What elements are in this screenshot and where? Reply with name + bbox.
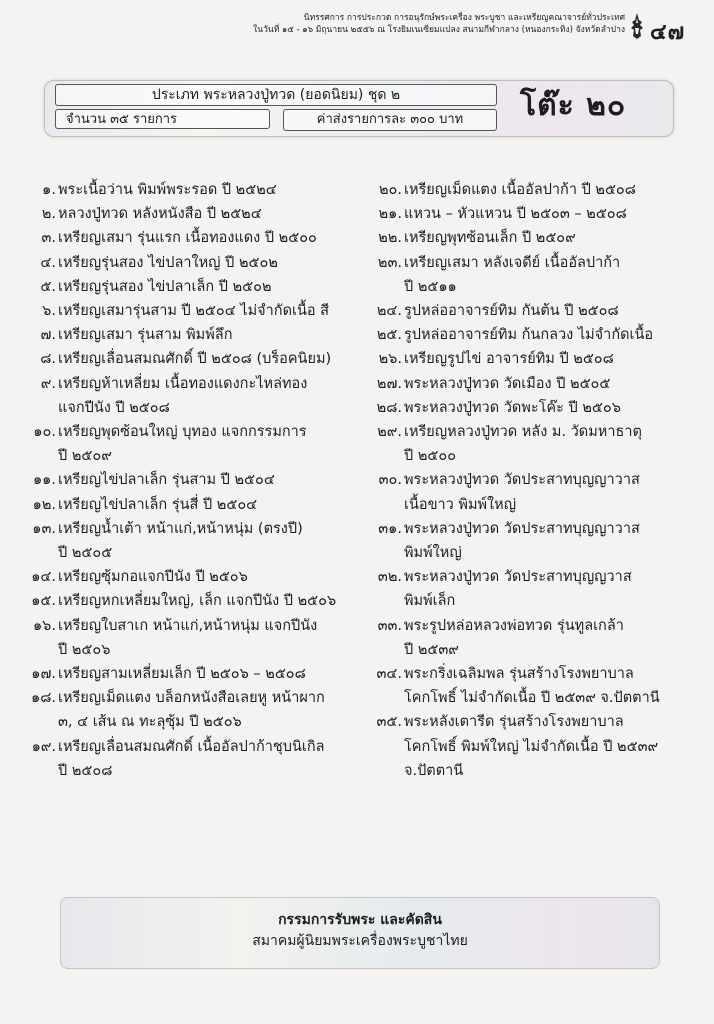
list-item: [20, 493, 350, 517]
item-line: เหรียญรุ่นสอง ไข่ปลาเล็ก ปี ๒๕๐๒: [58, 278, 272, 295]
association-name: สมาคมผู้นิยมพระเครื่องพระบูชาไทย: [252, 933, 468, 949]
item-number: ๓.: [41, 230, 56, 247]
item-text: [404, 662, 695, 710]
list-item: [20, 299, 350, 323]
item-line: ปี ๒๕๐๖: [58, 641, 111, 658]
list-item: [20, 275, 350, 299]
entry-fee: ค่าส่งรายการละ ๓๐๐ บาท: [283, 109, 497, 131]
item-line: เหรียญเสมา หลังเจดีย์ เนื้ออัลปาก้า: [404, 254, 621, 271]
item-line: เนื้อขาว พิมพ์ใหญ่: [404, 496, 517, 513]
item-number: ๒๘.: [376, 399, 402, 416]
item-line: เหรียญเสมารุ่นสาม ปี ๒๕๐๔ ไม่จำกัดเนื้อ สี: [58, 303, 330, 320]
item-number: ๒๑.: [378, 206, 402, 223]
item-line: พระหลวงปู่ทวด วัดประสาทบุญญาวาส: [404, 472, 640, 489]
item-line: แจกปีนัง ปี ๒๕๐๘: [58, 399, 170, 416]
list-item: [350, 468, 695, 516]
item-line: เหรียญเสมา รุ่นแรก เนื้อทองแดง ปี ๒๕๐๐: [58, 230, 317, 247]
item-list-left: [20, 178, 350, 783]
item-text: [404, 565, 695, 613]
table-number: โต๊ะ ๒๐: [520, 88, 627, 123]
item-line: ปี ๒๕๐๘: [58, 762, 113, 779]
list-item: [20, 517, 350, 565]
item-number: ๒.: [41, 206, 56, 223]
item-line: เหรียญใบสาเก หน้าแก่,หน้าหนุ่ม แจกปีนัง: [58, 617, 318, 634]
item-number: ๑๒.: [32, 496, 56, 513]
item-text: [58, 372, 350, 420]
list-item: [20, 323, 350, 347]
list-item: [20, 735, 350, 783]
item-text: [58, 468, 350, 492]
item-text: [58, 735, 350, 783]
item-line: เหรียญไข่ปลาเล็ก รุ่นสาม ปี ๒๕๐๔: [58, 472, 275, 489]
list-item: [20, 178, 350, 202]
page-number: ๔๗: [650, 20, 686, 45]
item-text: [404, 517, 695, 565]
item-text: [58, 589, 350, 613]
item-text: [58, 251, 350, 275]
list-item: [350, 420, 695, 468]
item-number: ๑๖.: [32, 617, 56, 634]
item-number: ๒๐.: [378, 182, 402, 198]
item-number: ๕.: [40, 278, 56, 295]
item-number: ๑๓.: [32, 520, 56, 537]
list-item: [350, 178, 695, 202]
item-number: ๓๐.: [378, 472, 402, 489]
item-line: พิมพ์ใหญ่: [404, 545, 462, 562]
item-text: [404, 710, 695, 783]
item-line: เหรียญซุ้มกอแจกปีนัง ปี ๒๕๐๖: [58, 569, 248, 586]
list-item: [20, 662, 350, 686]
item-text: [58, 614, 350, 662]
item-number: ๖.: [42, 303, 56, 320]
item-line: เหรียญเลื่อนสมณศักดิ์ เนื้ออัลปาก้าชุบนิเกิล: [58, 738, 325, 755]
list-item: [350, 347, 695, 371]
item-line: เหรียญหกเหลี่ยมใหญ่, เล็ก แจกปีนัง ปี ๒๕๐๖: [58, 593, 337, 610]
item-line: เหรียญหลวงปู่ทวด หลัง ม. วัดมหาธาตุ: [404, 424, 642, 441]
item-text: [58, 517, 350, 565]
list-item: [350, 202, 695, 226]
item-line: เหรียญห้าเหลี่ยม เนื้อทองแดงกะไหล่ทอง: [58, 375, 308, 392]
item-text: [404, 614, 695, 662]
item-line: เหรียญรุ่นสอง ไข่ปลาใหญ่ ปี ๒๕๐๒: [58, 254, 278, 271]
item-text: [58, 686, 350, 734]
item-number: ๑๘.: [31, 690, 56, 707]
item-number: ๗.: [40, 327, 56, 344]
item-line: เหรียญเม็ดแตง เนื้ออัลปาก้า ปี ๒๕๐๘: [404, 182, 636, 198]
item-text: [58, 493, 350, 517]
item-line: พระหลวงปู่ทวด วัดประสาทบุญญวาส: [404, 569, 632, 586]
item-line: ปี ๒๕๐๕: [58, 545, 113, 562]
item-text: [404, 323, 695, 347]
category-title: ประเภท พระหลวงปู่ทวด (ยอดนิยม) ชุด ๒: [55, 84, 497, 106]
item-number: ๓๒.: [377, 569, 402, 586]
item-line: รูปหล่ออาจารย์ทิม ก้นกลวง ไม่จำกัดเนื้อ: [404, 327, 654, 344]
item-count: จำนวน ๓๕ รายการ: [55, 109, 270, 129]
item-line: เหรียญไข่ปลาเล็ก รุ่นสี่ ปี ๒๕๐๔: [58, 496, 258, 513]
item-line: ปี ๒๕๐๐: [404, 448, 457, 465]
item-text: [58, 299, 350, 323]
item-number: ๒๖.: [378, 351, 402, 368]
item-number: ๓๓.: [377, 617, 402, 634]
list-item: [20, 565, 350, 589]
item-number: ๓๕.: [376, 714, 402, 731]
item-text: [58, 226, 350, 250]
item-line: ปี ๒๕๑๑: [404, 278, 457, 295]
item-line: พระเนื้อว่าน พิมพ์พระรอด ปี ๒๕๒๔: [58, 182, 277, 198]
item-number: ๙.: [40, 375, 56, 392]
item-line: พระหลวงปู่ทวด วัดเมือง ปี ๒๕๐๕: [404, 375, 611, 392]
list-item: [350, 662, 695, 710]
header-line-2: ในวันที่ ๑๕ - ๑๖ มิถุนายน ๒๕๕๖ ณ โรงยิมเนเซียมแปลง สนามกีฬากลาง (หนองกระทิง) จังหวัดลำปาง: [253, 25, 625, 35]
item-text: [58, 662, 350, 686]
item-line: แหวน – หัวแหวน ปี ๒๕๐๓ – ๒๕๐๘: [404, 206, 627, 223]
item-text: [404, 396, 695, 420]
item-text: [58, 323, 350, 347]
item-text: [58, 202, 350, 226]
item-text: [58, 275, 350, 299]
item-line: รูปหล่ออาจารย์ทิม กันต้น ปี ๒๕๐๘: [404, 303, 619, 320]
list-item: [20, 372, 350, 420]
item-line: จ.ปัตตานี: [404, 762, 464, 779]
item-number: ๑๕.: [31, 593, 56, 610]
list-item: [20, 589, 350, 613]
item-text: [58, 420, 350, 468]
item-line: เหรียญสามเหลี่ยมเล็ก ปี ๒๕๐๖ – ๒๕๐๘: [58, 666, 306, 683]
item-number: ๔.: [40, 254, 56, 271]
item-line: เหรียญน้ำเต้า หน้าแก่,หน้าหนุ่ม (ตรงปี): [58, 520, 303, 537]
item-line: เหรียญเม็ดแตง บล็อกหนังสือเลยหู หน้าผาก: [58, 690, 325, 707]
item-text: [58, 347, 350, 371]
item-number: ๑๐.: [33, 424, 56, 441]
list-item: [20, 202, 350, 226]
item-line: ๓, ๔ เส้น ณ ทะลุซุ้ม ปี ๒๕๐๖: [58, 714, 242, 731]
header-line-1: นิทรรศการ การประกวด การอนุรักษ์พระเครื่อง พระบูชา และเหรียญคณาจารย์ทั่วประเทศ: [303, 13, 625, 23]
item-text: [404, 372, 695, 396]
item-line: พระหลังเตารีด รุ่นสร้างโรงพยาบาล: [404, 714, 624, 731]
list-item: [350, 517, 695, 565]
item-line: เหรียญเสมา รุ่นสาม พิมพ์ลึก: [58, 327, 233, 344]
list-item: [350, 565, 695, 613]
temple-emblem-icon: [628, 12, 646, 40]
list-item: [350, 251, 695, 299]
list-item: [350, 710, 695, 783]
list-item: [350, 396, 695, 420]
list-item: [20, 420, 350, 468]
list-item: [20, 468, 350, 492]
item-line: หลวงปู่ทวด หลังหนังสือ ปี ๒๕๒๔: [58, 206, 262, 223]
item-number: ๓๑.: [378, 520, 402, 537]
item-number: ๓๔.: [376, 666, 402, 683]
item-line: พิมพ์เล็ก: [404, 593, 456, 610]
list-item: [20, 686, 350, 734]
judges-box: [60, 897, 660, 969]
item-line: เหรียญเลื่อนสมณศักดิ์ ปี ๒๕๐๘ (บร็อคนิยม): [58, 351, 332, 368]
item-number: ๒๒.: [378, 230, 402, 247]
item-text: [404, 420, 695, 468]
item-line: เหรียญพุดซ้อนใหญ่ บุทอง แจกกรรมการ: [58, 424, 307, 441]
list-item: [20, 251, 350, 275]
list-item: [20, 226, 350, 250]
item-number: ๑๔.: [31, 569, 56, 586]
item-line: เหรียญรูปไข่ อาจารย์ทิม ปี ๒๕๐๘: [404, 351, 614, 368]
item-line: เหรียญพุทซ้อนเล็ก ปี ๒๕๐๙: [404, 230, 576, 247]
list-item: [350, 299, 695, 323]
item-line: พระหลวงปู่ทวด วัดประสาทบุญญาวาส: [404, 520, 640, 537]
item-number: ๑๗.: [31, 666, 56, 683]
judges-title: กรรมการรับพระ และคัดสิน: [278, 912, 442, 928]
item-line: ปี ๒๕๓๙: [404, 641, 459, 658]
item-line: โคกโพธิ์ พิมพ์ใหญ่ ไม่จำกัดเนื้อ ปี ๒๕๓๙: [404, 738, 659, 755]
item-line: พระกริ่งเฉลิมพล รุ่นสร้างโรงพยาบาล: [404, 666, 634, 683]
item-text: [404, 178, 695, 202]
item-text: [404, 226, 695, 250]
item-number: ๒๕.: [376, 327, 402, 344]
page-header: [200, 12, 625, 36]
item-line: ปี ๒๕๐๙: [58, 448, 112, 465]
item-text: [58, 178, 350, 202]
item-text: [58, 565, 350, 589]
item-text: [404, 347, 695, 371]
item-line: พระรูปหล่อหลวงพ่อทวด รุ่นทูลเกล้า: [404, 617, 624, 634]
item-number: ๒๔.: [376, 303, 402, 320]
item-number: ๒๗.: [376, 375, 402, 392]
item-line: พระหลวงปู่ทวด วัดพะโค๊ะ ปี ๒๕๐๖: [404, 399, 621, 416]
item-number: ๑๑.: [32, 472, 56, 489]
item-line: โคกโพธิ์ ไม่จำกัดเนื้อ ปี ๒๕๓๙ จ.ปัตตานี: [404, 690, 660, 707]
item-number: ๒๓.: [377, 254, 402, 271]
list-item: [20, 614, 350, 662]
item-number: ๒๙.: [377, 424, 402, 441]
item-number: ๘.: [40, 351, 56, 368]
list-item: [350, 614, 695, 662]
item-text: [404, 468, 695, 516]
list-item: [350, 323, 695, 347]
item-number: ๑๙.: [31, 738, 56, 755]
item-list-right: [350, 178, 695, 783]
item-number: ๑.: [42, 182, 56, 198]
list-item: [350, 226, 695, 250]
list-item: [350, 372, 695, 396]
item-text: [404, 251, 695, 299]
item-text: [404, 202, 695, 226]
item-text: [404, 299, 695, 323]
list-item: [20, 347, 350, 371]
